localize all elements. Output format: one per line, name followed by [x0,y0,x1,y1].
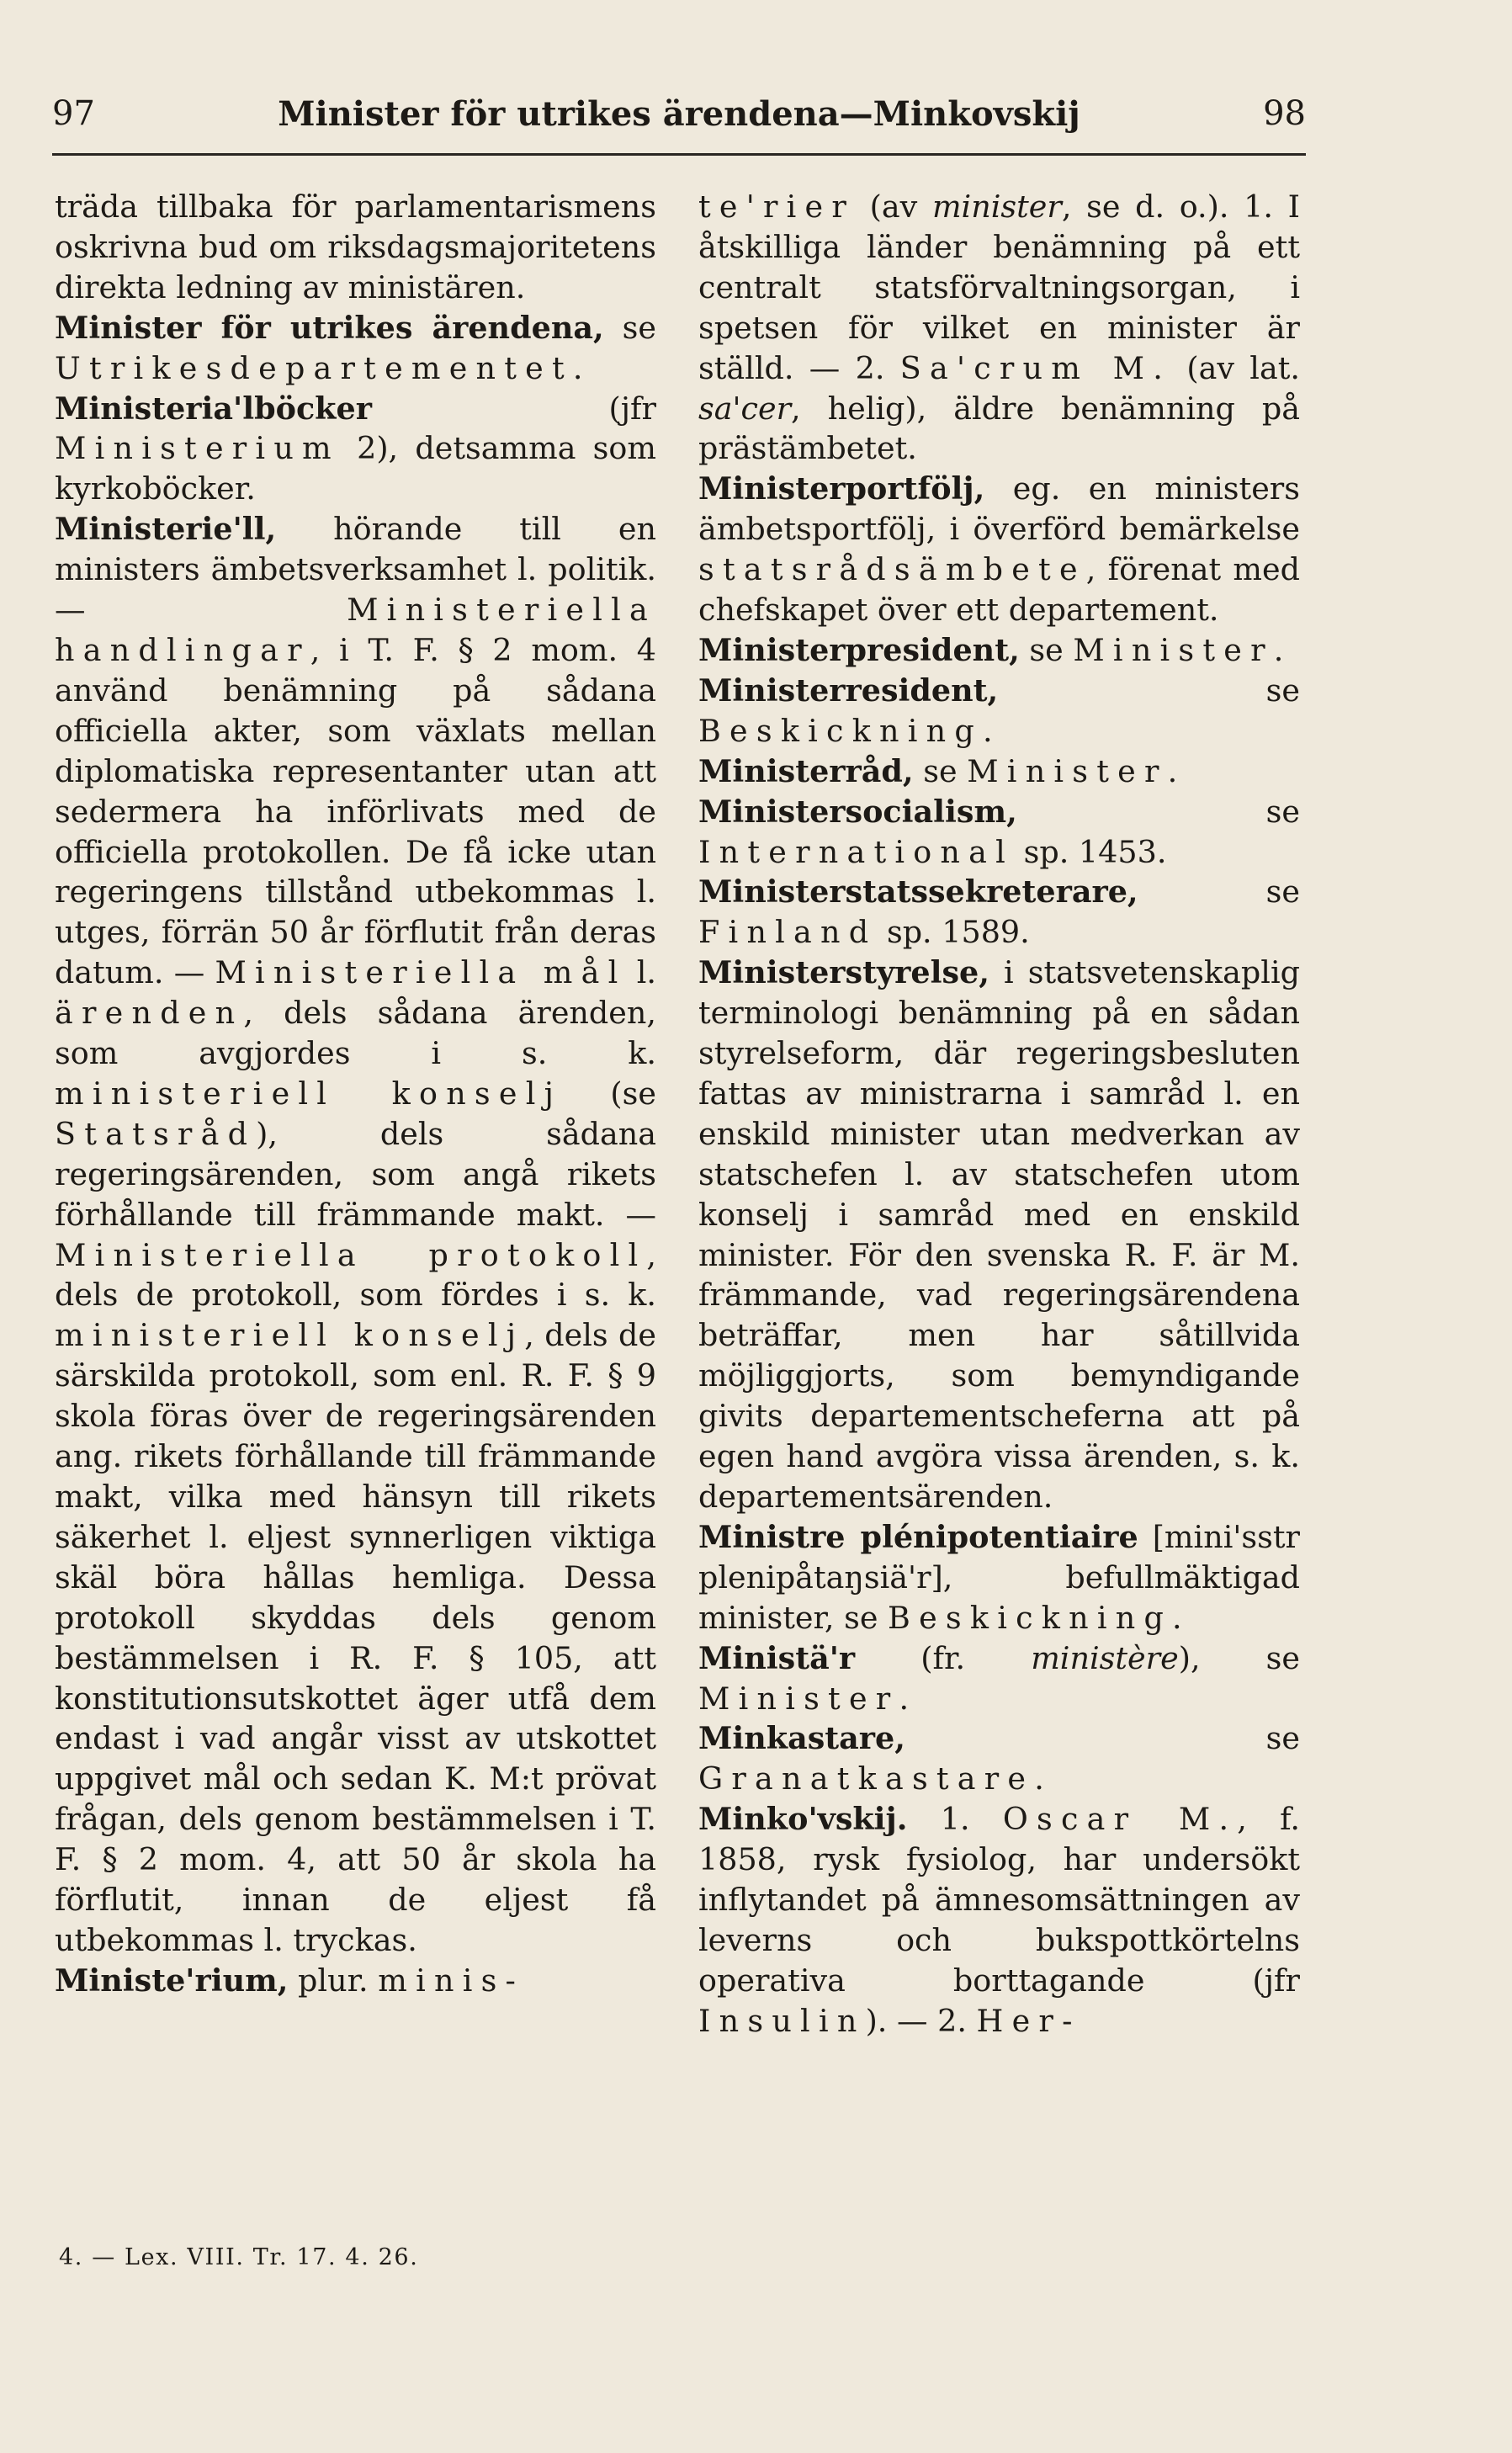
headword: Ministeria'lböcker [55,390,372,427]
cross-reference: Ministerium [55,430,340,467]
entry-ministerium-continued [698,187,1300,469]
entry-text: plur. [288,1962,379,1999]
entry-text: 1. [907,1801,1003,1838]
spaced-term: Ministeriella handlingar [55,592,656,668]
entry-text: (av lat. [1171,349,1300,386]
entry-text: se [1138,873,1300,911]
entry-text: . [1034,1760,1044,1797]
entry-ministerportfolj [698,469,1300,630]
entry-text: (av [855,188,932,225]
cross-reference: Finland [698,914,878,951]
spaced-term: ministeriell konselj [55,1075,563,1112]
entry-text: , förenat med chefskapet över ett departement. [698,551,1300,629]
spaced-term: statsrådsämbete [698,551,1086,588]
headword: Ministe'rium, [55,1962,289,1999]
headword: Minko'vskij. [698,1801,908,1838]
entry-text: , helig), äldre benämning på prästämbetet. [698,390,1300,467]
headword: Ministerresident, [698,672,999,709]
entry-text: [mini'sstr plenipåtaŋsiä'r], befullmäktigad minister, se [698,1518,1301,1636]
printer-signature: 4. — Lex. VIII. Tr. 17. 4. 26. [59,2244,419,2270]
entry-text: se [1016,793,1300,830]
entry-text: . [982,712,993,749]
entry-ministerstyrelse [698,953,1300,1517]
headword: Ministerportfölj, [698,470,985,507]
entry-text: (fr. [855,1639,1032,1676]
entry-ministerium [55,1961,656,2001]
cross-reference: Minister [698,1680,899,1717]
headword: Ministerstatssekreterare, [698,873,1138,911]
entry-continuation [55,187,656,308]
entry-text: se [1019,631,1074,668]
entry-text: , dels de särskilda protokoll, som enl. R. F. § 9 skola föras över de regeringsärenden ang. rikets förhållande till främmande makt, vilka med hänsyn till rikets säkerhet l. eljest synnerligen viktiga skäl böra hållas hemliga. Dessa protokoll skyddas dels genom bestämmelsen i R. F. § 105, att konstitutionsutskottet äger utfå dem endast i vad angår visst av utskottet uppgivet mål och sedan K. M:t prövat frågan, dels genom bestämmelsen i T. F. § 2 mom. 4, att 50 år skola ha förflutit, innan de eljest få utbekommas l. tryckas. [55,1317,656,1958]
entry-text: . [899,1680,910,1717]
entry-text: hörande till en ministers ämbetsverksamhet l. politik. — [55,511,656,629]
left-column [55,187,656,2001]
spaced-term: Oscar M. [1002,1801,1238,1838]
entry-text: sp. 1589. [877,914,1030,951]
spaced-term: ministeriell konselj [55,1317,525,1354]
page-number-right: 98 [1263,94,1306,133]
entry-text: eg. en ministers ämbetsportfölj, i överförd bemärkelse [698,470,1300,548]
entry-text: (se [562,1075,656,1112]
entry-text: ). — 2. [865,2002,977,2039]
entry-ministerrad [698,751,1300,792]
headword: Ministersocialism, [698,793,1017,830]
cross-reference: Granatkastare [698,1760,1035,1797]
cross-reference: Insulin [698,2002,866,2039]
entry-text: se [603,309,657,346]
entry-text: sp. 1453. [1014,833,1167,870]
entry-text: . [1172,1599,1182,1636]
spaced-term: minis- [378,1962,525,1999]
entry-ministeriell [55,509,656,1961]
entry-ministar [698,1638,1300,1719]
header-rule [52,153,1306,156]
entry-text: , dels sådana ärenden, som avgjordes i s. k. [55,995,656,1072]
entry-text: träda tillbaka för parlamentarismens oskrivna bud om riksdagsmajoritetens direkta ledning av ministären. [55,188,656,305]
entry-text: se [905,1720,1300,1757]
cross-reference: Utrikesdepartementet [55,349,573,386]
entry-text: se [913,752,968,789]
headword: Minister för utrikes ärendena, [55,309,604,346]
spaced-term: te'rier [698,188,856,225]
entry-text: . [572,349,583,386]
entry-text: , se d. o.). 1. I åtskilliga länder benämning på ett centralt statsförvaltningsorgan, i spetsen för vilket en minister är ställd. — 2. [698,188,1301,386]
headword: Minkastare, [698,1720,905,1757]
entry-minkastare [698,1718,1300,1799]
headword: Ministre plénipotentiaire [698,1518,1138,1555]
entry-ministerstatssekreterare [698,872,1300,953]
cross-reference: Statsråd [55,1115,257,1152]
entry-ministersocialism [698,792,1300,873]
entry-text: (jfr [371,390,656,427]
entry-text: , dels de protokoll, som fördes i s. k. [55,1236,656,1314]
entry-text: ), dels sådana regeringsärenden, som angå rikets förhållande till främmande makt. — [55,1115,656,1233]
cross-reference: Minister [967,752,1168,789]
entry-minkovskij [698,1799,1300,2041]
italic-term: sa'cer [698,390,792,427]
italic-term: minister [931,188,1062,225]
right-column [698,187,1300,2042]
entry-text: ), se [1178,1639,1301,1676]
cross-reference: Beskickning [698,712,983,749]
cross-reference: Beskickning [888,1599,1173,1636]
entry-minister-for-utrikes-arendena [55,308,656,389]
spaced-term: Her- [976,2002,1081,2039]
headword: Ministerråd, [698,752,914,789]
spaced-term: Sa'crum M. [899,349,1172,386]
header-title: Minister för utrikes ärendena—Minkovskij [278,94,1080,134]
headword: Ministä'r [698,1639,856,1676]
cross-reference: International [698,833,1015,870]
italic-term: ministère [1031,1639,1179,1676]
entry-text: . [1167,752,1178,789]
cross-reference: Minister [1073,631,1274,668]
entry-text: , f. 1858, rysk fysiolog, har undersökt inflytandet på ämnesomsättningen av leverns och bukspottkörtelns operativa borttagande (jfr [698,1801,1300,1999]
entry-ministre-plenipotentiaire [698,1517,1300,1638]
page-number-left: 97 [52,94,95,133]
entry-text: se [998,672,1300,709]
entry-text: , i T. F. § 2 mom. 4 använd benämning på sådana officiella akter, som växlats mellan diplomatiska representanter utan att sedermera ha införlivats med de officiella protokollen. De få icke utan regeringens tillstånd utbekommas l. utges, förrän 50 år förflutit från deras datum. — [55,631,656,991]
entry-ministerresident [698,671,1300,751]
headword: Ministerstyrelse, [698,954,989,991]
entry-text: l. [626,954,656,991]
entry-text: 2), detsamma som kyrkoböcker. [55,430,656,507]
spaced-term: Ministeriella protokoll [55,1236,647,1273]
headword: Ministerie'll, [55,511,277,548]
entry-ministerialbocker [55,389,656,510]
spaced-term: ärenden [55,995,244,1032]
spaced-term: Ministeriella mål [215,954,627,991]
running-header [52,94,1306,145]
entry-text: i statsvetenskaplig terminologi benämning på en sådan styrelseform, där regeringsbesluten fattas av ministrarna i samråd l. en enskild minister utan medverkan av statschefen l. av statschefen utom konselj i samråd med en enskild minister. För den svenska R. F. är M. främmande, vad regeringsärendena beträffar, men har såtillvida möjliggjorts, som bemyndigande givits departementscheferna att på egen hand avgöra vissa ärenden, s. k. departementsärenden. [698,954,1300,1515]
entry-text: . [1273,631,1284,668]
entry-ministerpresident [698,630,1300,671]
headword: Ministerpresident, [698,631,1020,668]
